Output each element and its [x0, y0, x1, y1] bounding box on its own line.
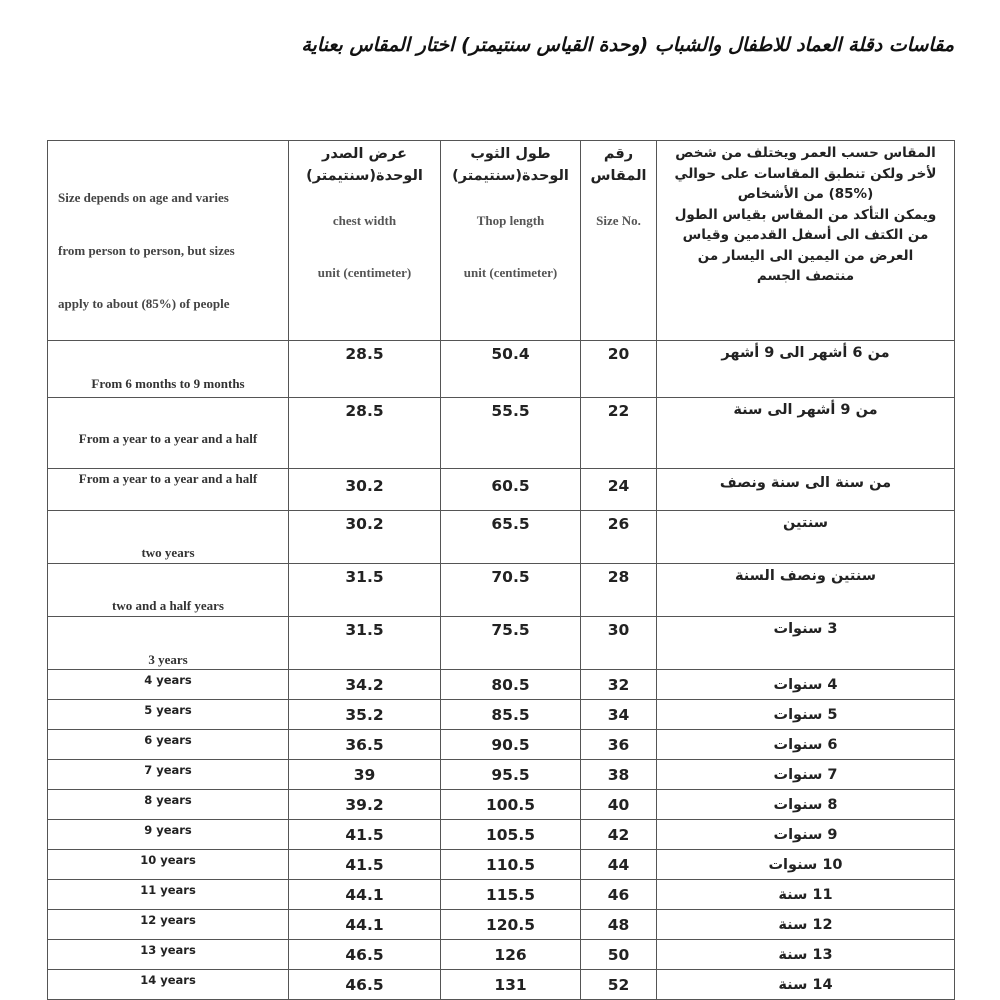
chest-cell [289, 850, 441, 880]
size-cell [581, 970, 657, 1000]
age-arabic-text: 11 سنة [778, 887, 833, 903]
length-value: 90.5 [491, 736, 530, 754]
size-value: 24 [607, 477, 630, 495]
age-english-text: two years [141, 545, 195, 560]
size-arabic-label-2: المقاس [590, 168, 647, 184]
size-cell [581, 564, 657, 617]
age-english-text: 13 years [140, 943, 196, 957]
length-cell [441, 790, 581, 820]
size-cell [581, 341, 657, 398]
chest-value: 46.5 [345, 976, 384, 994]
size-cell [581, 820, 657, 850]
size-value: 38 [607, 766, 630, 784]
size-cell [581, 670, 657, 700]
age-english-text: 7 years [144, 763, 192, 777]
arabic-note-line: العرض من اليمين الى اليسار من [697, 247, 914, 264]
chest-arabic-label: عرض الصدر [322, 146, 407, 162]
size-cell [581, 910, 657, 940]
header-size-number [581, 141, 657, 341]
age-arabic [657, 940, 955, 970]
header-thop-length [441, 141, 581, 341]
chest-cell [289, 820, 441, 850]
table-row [48, 398, 955, 469]
age-english-text: 3 years [148, 652, 188, 667]
size-english-label: Size No. [596, 213, 641, 228]
size-cell [581, 700, 657, 730]
chest-value: 39 [353, 766, 376, 784]
size-value: 32 [607, 676, 630, 694]
age-arabic-text: 10 سنوات [768, 857, 843, 873]
size-arabic-label-1: رقم [603, 146, 634, 162]
size-value: 50 [607, 946, 630, 964]
age-arabic [657, 511, 955, 564]
age-arabic [657, 850, 955, 880]
age-arabic [657, 700, 955, 730]
chest-cell [289, 670, 441, 700]
size-cell [581, 730, 657, 760]
length-value: 110.5 [485, 856, 536, 874]
age-arabic [657, 730, 955, 760]
age-english-text: 5 years [144, 703, 192, 717]
length-value: 85.5 [491, 706, 530, 724]
chest-value: 46.5 [345, 946, 384, 964]
age-english [48, 790, 289, 820]
chest-english-label: chest width [332, 213, 397, 228]
age-arabic-text: 4 سنوات [773, 677, 838, 693]
size-value: 44 [607, 856, 630, 874]
size-value: 28 [607, 568, 630, 586]
table-row [48, 790, 955, 820]
age-english [48, 880, 289, 910]
chest-cell [289, 511, 441, 564]
size-value: 34 [607, 706, 630, 724]
chest-cell [289, 970, 441, 1000]
length-english-label: Thop length [476, 213, 545, 228]
age-arabic [657, 910, 955, 940]
age-arabic [657, 670, 955, 700]
age-english-text: two and a half years [112, 598, 224, 613]
length-value: 120.5 [485, 916, 536, 934]
length-value: 65.5 [491, 515, 530, 533]
table-row [48, 850, 955, 880]
age-arabic [657, 469, 955, 511]
chest-cell [289, 880, 441, 910]
english-note-line: apply to about (85%) of people [58, 296, 230, 311]
age-arabic-text: 6 سنوات [773, 737, 838, 753]
length-value: 100.5 [485, 796, 536, 814]
age-english-text: From 6 months to 9 months [91, 376, 245, 391]
length-cell [441, 850, 581, 880]
chest-cell [289, 398, 441, 469]
age-english [48, 617, 289, 670]
chest-english-unit: unit (centimeter) [317, 265, 412, 280]
chest-cell [289, 341, 441, 398]
age-english-text: 10 years [140, 853, 196, 867]
chest-value: 30.2 [345, 515, 384, 533]
size-cell [581, 760, 657, 790]
length-value: 131 [494, 976, 527, 994]
chest-value: 39.2 [345, 796, 384, 814]
age-english-text: From a year to a year and a half [78, 431, 258, 446]
length-cell [441, 880, 581, 910]
table-row [48, 760, 955, 790]
age-english [48, 564, 289, 617]
chest-cell [289, 700, 441, 730]
size-cell [581, 469, 657, 511]
chest-value: 31.5 [345, 621, 384, 639]
age-arabic-text: 3 سنوات [773, 621, 838, 637]
age-english-text: 14 years [140, 973, 196, 987]
table-row [48, 564, 955, 617]
age-arabic-text: من سنة الى سنة ونصف [719, 475, 892, 491]
length-cell [441, 398, 581, 469]
table-row [48, 730, 955, 760]
table-row [48, 880, 955, 910]
age-english [48, 970, 289, 1000]
size-cell [581, 790, 657, 820]
size-cell [581, 511, 657, 564]
length-value: 80.5 [491, 676, 530, 694]
table-header-row [48, 141, 955, 341]
age-english [48, 850, 289, 880]
size-value: 40 [607, 796, 630, 814]
chest-value: 41.5 [345, 826, 384, 844]
arabic-note-line: المقاس حسب العمر ويختلف من شخص [675, 145, 936, 161]
chest-cell [289, 469, 441, 511]
table-row [48, 820, 955, 850]
chest-value: 28.5 [345, 345, 384, 363]
size-value: 22 [607, 402, 630, 420]
age-english-text: 8 years [144, 793, 192, 807]
age-english [48, 940, 289, 970]
table-row [48, 469, 955, 511]
length-cell [441, 700, 581, 730]
table-row [48, 670, 955, 700]
length-value: 95.5 [491, 766, 530, 784]
age-english-text: From a year to a year and a half [78, 471, 258, 486]
arabic-note-line: منتصف الجسم [756, 268, 855, 284]
age-arabic [657, 790, 955, 820]
age-arabic-text: 12 سنة [778, 917, 833, 933]
table-row [48, 700, 955, 730]
chest-cell [289, 940, 441, 970]
age-english [48, 820, 289, 850]
age-english [48, 910, 289, 940]
chest-value: 41.5 [345, 856, 384, 874]
age-arabic [657, 820, 955, 850]
age-english [48, 670, 289, 700]
length-cell [441, 341, 581, 398]
age-arabic-text: من 9 أشهر الى سنة [733, 402, 878, 418]
length-cell [441, 511, 581, 564]
age-english-text: 6 years [144, 733, 192, 747]
chest-cell [289, 910, 441, 940]
header-chest-width [289, 141, 441, 341]
length-arabic-label: طول الثوب [470, 146, 551, 162]
age-arabic-text: سنتين [782, 515, 829, 531]
length-cell [441, 564, 581, 617]
age-arabic [657, 760, 955, 790]
length-cell [441, 617, 581, 670]
chest-value: 44.1 [345, 886, 384, 904]
length-value: 50.4 [491, 345, 530, 363]
age-english [48, 469, 289, 511]
age-english-text: 11 years [140, 883, 196, 897]
age-english [48, 398, 289, 469]
size-value: 36 [607, 736, 630, 754]
length-value: 75.5 [491, 621, 530, 639]
chest-value: 34.2 [345, 676, 384, 694]
arabic-note-line: ويمكن التأكد من المقاس بقياس الطول [674, 206, 937, 223]
arabic-note-line: من الكتف الى أسفل القدمين وقياس [682, 227, 929, 243]
chest-value: 28.5 [345, 402, 384, 420]
chest-cell [289, 617, 441, 670]
english-note-line: Size depends on age and varies [58, 190, 229, 205]
table-row [48, 940, 955, 970]
table-row [48, 511, 955, 564]
chest-arabic-unit: الوحدة(سنتيمتر) [306, 168, 423, 184]
table-row [48, 970, 955, 1000]
age-arabic [657, 880, 955, 910]
chest-value: 44.1 [345, 916, 384, 934]
size-value: 42 [607, 826, 630, 844]
size-cell [581, 850, 657, 880]
length-cell [441, 940, 581, 970]
length-cell [441, 730, 581, 760]
chest-cell [289, 730, 441, 760]
chest-value: 36.5 [345, 736, 384, 754]
age-english-text: 12 years [140, 913, 196, 927]
length-cell [441, 670, 581, 700]
age-arabic-text: سنتين ونصف السنة [734, 568, 877, 584]
length-value: 70.5 [491, 568, 530, 586]
age-arabic [657, 970, 955, 1000]
size-value: 48 [607, 916, 630, 934]
age-arabic [657, 398, 955, 469]
length-cell [441, 820, 581, 850]
length-value: 60.5 [491, 477, 530, 495]
arabic-note-line: (85%) من الأشخاص [737, 186, 874, 202]
length-arabic-unit: الوحدة(سنتيمتر) [452, 168, 569, 184]
size-value: 30 [607, 621, 630, 639]
age-arabic-text: 14 سنة [778, 977, 833, 993]
age-english [48, 700, 289, 730]
chest-value: 30.2 [345, 477, 384, 495]
size-value: 20 [607, 345, 630, 363]
age-english-text: 4 years [144, 673, 192, 687]
chest-cell [289, 790, 441, 820]
age-arabic-text: من 6 أشهر الى 9 أشهر [721, 345, 890, 361]
age-arabic [657, 341, 955, 398]
length-cell [441, 970, 581, 1000]
age-arabic-text: 7 سنوات [773, 767, 838, 783]
length-cell [441, 469, 581, 511]
header-english-note [48, 141, 289, 341]
length-value: 115.5 [485, 886, 536, 904]
age-english [48, 730, 289, 760]
age-english [48, 341, 289, 398]
length-value: 126 [494, 946, 527, 964]
age-english [48, 760, 289, 790]
size-value: 52 [607, 976, 630, 994]
age-english [48, 511, 289, 564]
table-row [48, 910, 955, 940]
size-value: 26 [607, 515, 630, 533]
arabic-note-line: لأخر ولكن تنطبق المقاسات على حوالي [674, 165, 937, 182]
length-value: 105.5 [485, 826, 536, 844]
size-cell [581, 940, 657, 970]
size-chart-table [47, 140, 955, 1000]
length-english-unit: unit (centimeter) [463, 265, 558, 280]
age-arabic-text: 5 سنوات [773, 707, 838, 723]
chest-value: 31.5 [345, 568, 384, 586]
age-arabic [657, 564, 955, 617]
age-english-text: 9 years [144, 823, 192, 837]
length-cell [441, 910, 581, 940]
age-arabic-text: 9 سنوات [773, 827, 838, 843]
size-cell [581, 617, 657, 670]
header-arabic-note [657, 141, 955, 341]
chest-cell [289, 760, 441, 790]
length-cell [441, 760, 581, 790]
page-title: مقاسات دقلة العماد للاطفال والشباب (وحدة القياس سنتيمتر) اختار المقاس بعناية [301, 34, 954, 56]
chest-value: 35.2 [345, 706, 384, 724]
size-value: 46 [607, 886, 630, 904]
table-row [48, 341, 955, 398]
size-cell [581, 398, 657, 469]
chest-cell [289, 564, 441, 617]
age-arabic [657, 617, 955, 670]
age-arabic-text: 13 سنة [778, 947, 833, 963]
length-value: 55.5 [491, 402, 530, 420]
table-row [48, 617, 955, 670]
age-arabic-text: 8 سنوات [773, 797, 838, 813]
size-cell [581, 880, 657, 910]
english-note-line: from person to person, but sizes [58, 243, 235, 258]
